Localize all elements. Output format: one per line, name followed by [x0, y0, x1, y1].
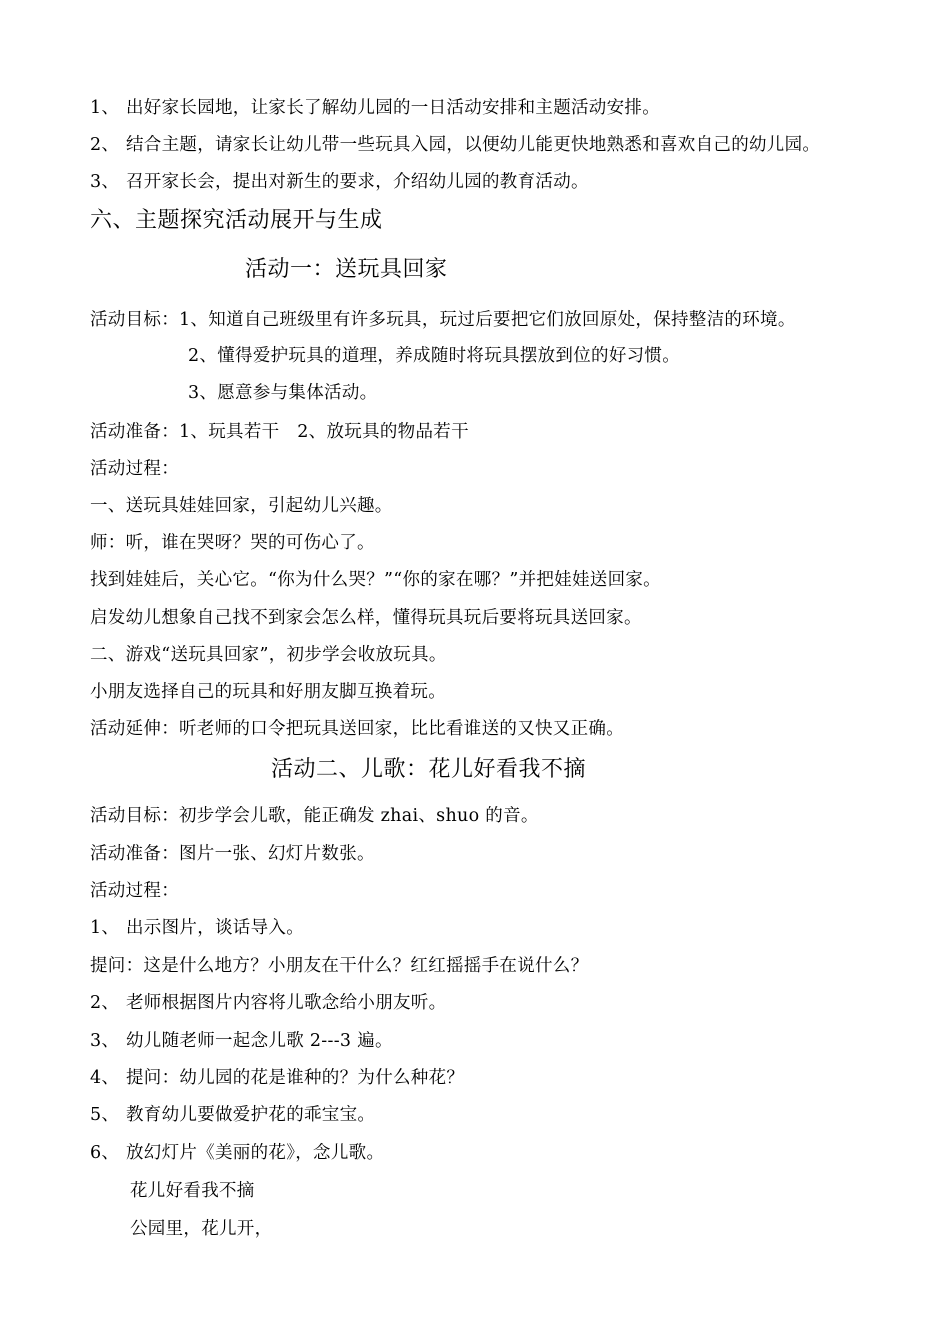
activity1-goal-line: 2、懂得爱护玩具的道理，养成随时将玩具摆放到位的好习惯。 [188, 346, 681, 366]
activity1-process-label: 活动过程： [90, 459, 179, 479]
activity2-step: 4、 提问：幼儿园的花是谁种的？为什么种花？ [90, 1068, 465, 1088]
intro-item: 2、 结合主题，请家长让幼儿带一些玩具入园，以便幼儿能更快地熟悉和喜欢自己的幼儿园。 [90, 135, 821, 155]
activity1-title: 活动一：送玩具回家 [245, 257, 448, 282]
intro-item: 3、 召开家长会，提出对新生的要求，介绍幼儿园的教育活动。 [90, 172, 589, 192]
activity1-goal-line: 活动目标：1、知道自己班级里有许多玩具，玩过后要把它们放回原处，保持整洁的环境。 [90, 310, 796, 330]
activity1-process-line: 一、送玩具娃娃回家，引起幼儿兴趣。 [90, 496, 393, 516]
activity1-process-line: 启发幼儿想象自己找不到家会怎么样，懂得玩具玩后要将玩具送回家。 [90, 608, 642, 628]
activity1-process-line: 师：听，谁在哭呀？哭的可伤心了。 [90, 533, 375, 553]
poem-line: 公园里，花儿开， [130, 1219, 273, 1239]
activity2-goal: 活动目标：初步学会儿歌，能正确发 zhai、shuo 的音。 [90, 806, 539, 826]
activity2-step: 2、 老师根据图片内容将儿歌念给小朋友听。 [90, 993, 447, 1013]
activity2-step: 提问：这是什么地方？小朋友在干什么？红红摇摇手在说什么？ [90, 956, 589, 976]
intro-item: 1、 出好家长园地，让家长了解幼儿园的一日活动安排和主题活动安排。 [90, 98, 660, 118]
activity1-goal-line: 3、愿意参与集体活动。 [188, 383, 378, 403]
activity1-process-line: 找到娃娃后，关心它。“你为什么哭？”“你的家在哪？”并把娃娃送回家。 [90, 570, 661, 590]
activity2-prep: 活动准备：图片一张、幻灯片数张。 [90, 844, 375, 864]
activity1-prep: 活动准备：1、玩具若干 2、放玩具的物品若干 [90, 422, 469, 442]
activity2-step: 3、 幼儿随老师一起念儿歌 2---3 遍。 [90, 1031, 393, 1051]
activity1-process-line: 小朋友选择自己的玩具和好朋友脚互换着玩。 [90, 682, 446, 702]
poem-line: 花儿好看我不摘 [130, 1181, 255, 1201]
activity2-step: 1、 出示图片，谈话导入。 [90, 918, 304, 938]
activity2-process-label: 活动过程： [90, 881, 179, 901]
section-heading: 六、主题探究活动展开与生成 [90, 208, 383, 233]
activity2-step: 6、 放幻灯片《美丽的花》，念儿歌。 [90, 1143, 385, 1163]
activity2-step: 5、 教育幼儿要做爱护花的乖宝宝。 [90, 1105, 376, 1125]
activity2-title: 活动二、儿歌：花儿好看我不摘 [271, 757, 587, 782]
activity1-process-line: 活动延伸：听老师的口令把玩具送回家，比比看谁送的又快又正确。 [90, 719, 624, 739]
activity1-process-line: 二、游戏“送玩具回家”，初步学会收放玩具。 [90, 645, 447, 665]
